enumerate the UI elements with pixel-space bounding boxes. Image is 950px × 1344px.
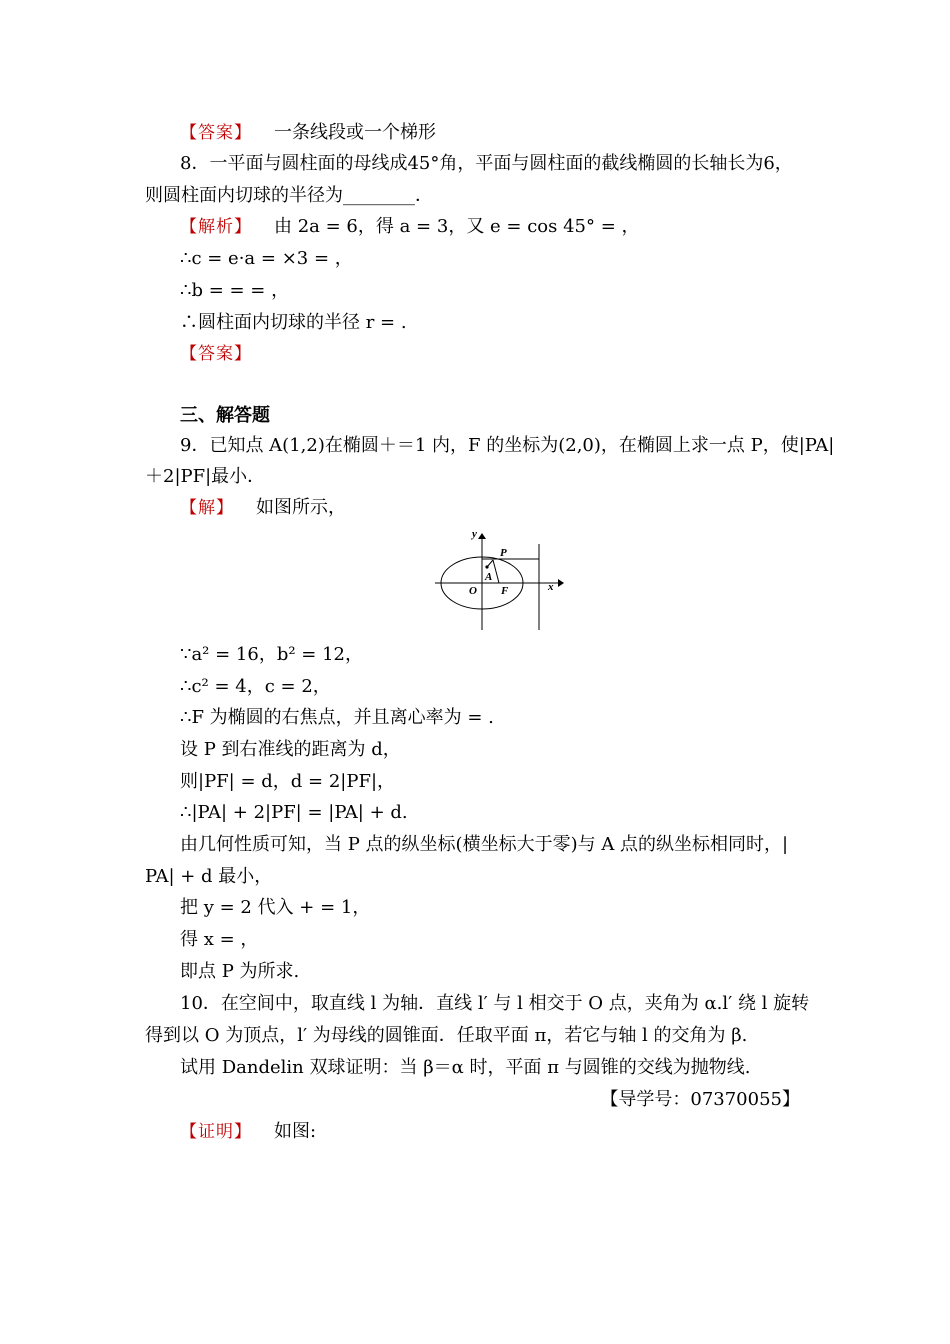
answer-tag: 【答案】 (180, 123, 252, 143)
solution-step-9: 得 x = ， (180, 929, 259, 950)
solution-step-6: ∴|PA| + 2|PF| = |PA| + d. (180, 802, 408, 823)
solution-step-10: 即点 P 为所求. (180, 961, 300, 982)
analysis-step-b: ∴b = = = ， (180, 280, 290, 301)
solution-step-4: 设 P 到右准线的距离为 d， (180, 739, 401, 760)
x-axis-arrow (558, 579, 564, 587)
answer-line-7 (180, 121, 436, 145)
solution-tag: 【解】 (180, 498, 234, 518)
answer-tag: 【答案】 (180, 344, 252, 364)
question-10-line-1: 10．在空间中，取直线 l 为轴．直线 l′ 与 l 相交于 O 点，夹角为 α.l′ 绕 l 旋转 (180, 993, 810, 1014)
solution-line (180, 496, 346, 520)
solution-text: 如图所示， (256, 497, 346, 518)
analysis-tag: 【解析】 (180, 217, 252, 237)
point-a-label: A (485, 571, 493, 583)
solution-step-8: 把 y = 2 代入 + = 1， (180, 897, 371, 918)
solution-step-3: ∴F 为椭圆的右焦点，并且离心率为 = . (180, 707, 494, 728)
question-9-line-1: 9．已知点 A(1,2)在椭圆＋＝1 内，F 的坐标为(2,0)，在椭圆上求一点 P，使|PA| (180, 435, 835, 456)
point-a (485, 565, 488, 568)
analysis-step-r: ∴圆柱面内切球的半径 r = . (180, 312, 407, 333)
guide-number: 【导学号：07370055】 (600, 1089, 800, 1110)
ellipse-figure (425, 524, 565, 634)
analysis-step-c: ∴c = e·a = ×3 = ， (180, 248, 353, 269)
section-heading: 三、解答题 (180, 405, 270, 426)
solution-step-7b: PA| + d 最小， (145, 866, 273, 887)
origin-label: O (469, 585, 477, 597)
analysis-line (180, 215, 640, 239)
solution-step-5: 则|PF| = d，d = 2|PF|， (180, 771, 396, 792)
point-p-label: P (500, 547, 507, 559)
solution-step-1: ∵a² = 16，b² = 12， (180, 644, 363, 665)
segment-pf (493, 560, 499, 583)
proof-line (180, 1120, 316, 1144)
analysis-text: 由 2a = 6，得 a = 3，又 e = cos 45° = ， (274, 216, 640, 237)
proof-text: 如图: (274, 1121, 317, 1142)
question-8-line-1: 8．一平面与圆柱面的母线成45°角，平面与圆柱面的截线椭圆的长轴长为6， (180, 153, 793, 174)
x-axis-label: x (548, 581, 554, 593)
solution-step-7: 由几何性质可知，当 P 点的纵坐标(横坐标大于零)与 A 点的纵坐标相同时，| (180, 834, 789, 855)
question-8-line-2: 则圆柱面内切球的半径为________． (145, 185, 433, 206)
focus-label: F (501, 585, 509, 597)
y-axis-arrow (478, 533, 486, 539)
answer-line-8 (180, 342, 252, 366)
question-9-line-2: ＋2|PF|最小． (145, 466, 266, 487)
question-10-line-2: 得到以 O 为顶点，l′ 为母线的圆锥面．任取平面 π，若它与轴 l 的交角为 β. (145, 1025, 748, 1046)
proof-tag: 【证明】 (180, 1122, 252, 1142)
answer-text: 一条线段或一个梯形 (274, 122, 436, 143)
solution-step-2: ∴c² = 4，c = 2， (180, 676, 331, 697)
question-10-line-3: 试用 Dandelin 双球证明：当 β＝α 时，平面 π 与圆锥的交线为抛物线. (180, 1057, 751, 1078)
y-axis-label: y (472, 528, 477, 540)
